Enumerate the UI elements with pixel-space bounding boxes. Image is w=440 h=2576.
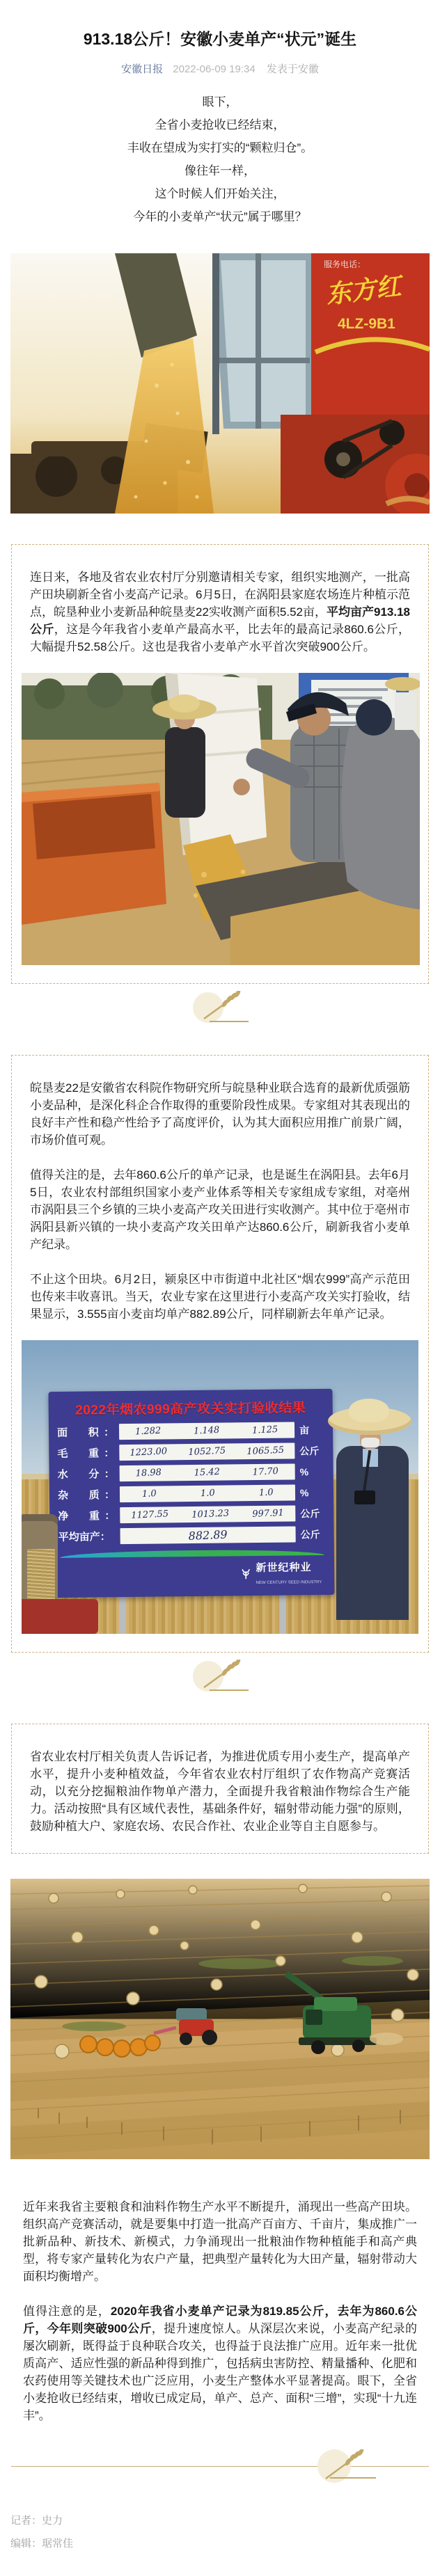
row-values — [119, 1443, 294, 1461]
board-row-net — [58, 1505, 325, 1524]
average-yield-value: 882.89 — [188, 1527, 228, 1543]
value: 17.70 — [252, 1466, 279, 1479]
paragraph-variety: 皖垦麦22是安徽省农科院作物研究所与皖垦种业联合选育的最新优质强筋小麦品种，是深化科企合作取得的重要阶段性成果。专家组对其表现出的良好丰产性和稳产性给予了高度评价，认为其大面积应用推广前景广阔，市场价值可观。 — [30, 1081, 410, 1147]
row-unit: 公斤 — [299, 1445, 320, 1457]
value: 1.0 — [200, 1488, 215, 1500]
row-unit: 公斤 — [300, 1528, 320, 1541]
value: 15.42 — [194, 1467, 221, 1479]
logo-en: NEW CENTURY SEED INDUSTRY — [256, 1580, 322, 1586]
photo-aerial-field[interactable] — [10, 1879, 430, 2159]
board-row-moisture — [58, 1463, 325, 1482]
row-values — [119, 1422, 294, 1440]
wheat-divider — [189, 991, 251, 1024]
photo-result-signboard[interactable] — [30, 1340, 410, 1634]
value: 1.125 — [252, 1424, 278, 1437]
row-values — [120, 1527, 296, 1545]
row-unit: % — [299, 1466, 309, 1478]
value: 1065.55 — [246, 1445, 285, 1458]
wheat-divider — [189, 1660, 251, 1693]
orange-hopper — [22, 783, 166, 925]
photo-grain-pouring-art — [22, 673, 420, 965]
board-title: 2022年烟农999高产攻关实打验收结果 — [75, 1401, 306, 1419]
machine-brand-label: 东方红 — [324, 271, 403, 310]
person-gray — [341, 699, 420, 909]
camera — [354, 1490, 375, 1504]
lead-stanza — [0, 90, 440, 228]
value: 1127.55 — [131, 1509, 169, 1522]
content-box-2 — [11, 1055, 429, 1653]
value: 18.98 — [135, 1468, 162, 1479]
value: 1.282 — [135, 1426, 162, 1438]
credits — [10, 2509, 440, 2576]
content-box-1 — [11, 544, 429, 984]
paragraph-record — [30, 569, 410, 655]
photo-combine-unloading-art — [10, 253, 430, 514]
wheat-stem-line — [330, 2477, 376, 2479]
tail-section — [23, 2198, 417, 2424]
result-board — [48, 1389, 334, 1598]
value: 1.0 — [141, 1488, 157, 1500]
cab — [212, 253, 311, 434]
byline — [0, 61, 440, 76]
row-values — [120, 1506, 295, 1524]
lead-line: 这个时候人们开始关注， — [155, 187, 285, 201]
bottom-divider — [11, 2449, 429, 2484]
straw-hat-dome — [349, 1399, 389, 1422]
p1-post: ，这是今年我省小麦单产最高水平，比去年的最高记录860.6公斤，大幅提升52.58公斤。这也是我省小麦单产水平首次突破900公斤。 — [30, 623, 411, 654]
wheat-icon — [189, 1660, 251, 1693]
p7-bold-records: 2020年我省小麦单产记录为819.85公斤，去年为860.6公斤，今年则突破900公斤 — [23, 2305, 417, 2336]
row-values — [120, 1464, 295, 1482]
photo-grain-pouring[interactable] — [22, 673, 418, 965]
signboard-scene — [22, 1340, 418, 1634]
value: 997.91 — [251, 1508, 285, 1520]
board-row-gross — [57, 1442, 324, 1461]
row-unit: 公斤 — [300, 1507, 320, 1520]
paragraph-lastyear: 值得关注的是，去年860.6公斤的单产记录，也是诞生在涡阳县。去年6月5日，农业农村部组织国家小麦产业体系等相关专家组成专家组，对亳州市涡阳县三个乡镇的三块小麦高产攻关田进行实收测产。其中位于亳州市涡阳县新兴镇的一块小麦高产攻关田单产达860.6公斤，刷新我省小麦单产纪录。 — [30, 1168, 410, 1252]
value: 1223.00 — [129, 1446, 168, 1459]
lead-line: 全省小麦抢收已经结束， — [155, 118, 285, 132]
row-unit: 亩 — [299, 1424, 310, 1436]
wheat-icon — [189, 991, 251, 1024]
lead-line: 眼下， — [202, 95, 238, 109]
row-label: 毛 重： — [57, 1447, 115, 1461]
seed-company-logo — [58, 1559, 326, 1589]
lead-line: 丰收在望成为实打实的“颗粒归仓”。 — [127, 141, 313, 155]
paragraph-records — [23, 2303, 417, 2424]
photo-aerial-field-art — [10, 1879, 430, 2159]
logo-cn: 新世纪种业 — [256, 1561, 312, 1575]
person-jacket — [336, 1446, 409, 1620]
photo-combine-unloading[interactable] — [10, 253, 430, 514]
p7-pre: 值得注意的是， — [23, 2305, 111, 2319]
board-row-average — [58, 1526, 326, 1545]
wheat-icon — [312, 2449, 375, 2484]
value: 1013.23 — [191, 1508, 230, 1521]
publish-region: 发表于安徽 — [266, 63, 319, 76]
board-swoosh — [60, 1549, 324, 1558]
source-link[interactable]: 安徽日报 — [121, 63, 164, 76]
machine-model-label: 4LZ-9B1 — [338, 316, 395, 333]
face-mask — [361, 1438, 379, 1447]
service-phone-label: 服务电话： — [324, 260, 366, 270]
lead-line: 像往年一样， — [184, 164, 256, 178]
board-leg — [279, 1592, 286, 1634]
editor-credit: 编辑：琚常佳 — [10, 2538, 74, 2550]
board-row-impurity — [58, 1484, 325, 1503]
p1-pre: 连日来，各地及省农业农村厅分别邀请相关专家，组织实地测产，一批高产田块刷新全省小麦高产记录。6月5日，在涡阳县家庭农场连片种植示范点，皖垦种业小麦新品种皖垦麦22实收测产面积5.52亩， — [30, 571, 410, 619]
publish-datetime: 2022-06-09 19:34 — [173, 63, 256, 76]
reporter-credit: 记者：史力 — [10, 2515, 63, 2527]
page-title: 913.18公斤！安徽小麦单产“状元”诞生 — [83, 30, 357, 49]
row-label: 面 积： — [56, 1426, 115, 1440]
value: 1052.75 — [188, 1445, 226, 1458]
lead-line: 今年的小麦单产“状元”属于哪里？ — [133, 210, 307, 224]
paragraph-competition: 省农业农村厅相关负责人告诉记者，为推进优质专用小麦生产，提高单产水平，提升小麦种植效益，今年省农业农村厅组织了农作物高产竞赛活动，以充分挖掘粮油作物单产潜力，全面提升我省粮油作物综合生产能力。活动按照“具有区域代表性，基础条件好，辐射带动能力强”的原则，鼓励种植大户、家庭农场、农民合作社、农业企业等自主自愿参与。 — [30, 1750, 410, 1834]
paragraph-yingquan: 不止这个田块。6月2日，颍泉区中市街道中北社区“烟农999”高产示范田也传来丰收喜讯。当天，农业专家在这里进行小麦高产攻关实打验收，结果显示，3.555亩小麦亩均单产882.89公斤，同样刷新去年单产记录。 — [30, 1273, 410, 1321]
seed-company-logo-icon — [240, 1568, 251, 1580]
content-box-3 — [11, 1724, 429, 1854]
person-straw-hat — [324, 1407, 416, 1634]
row-unit: % — [299, 1487, 309, 1499]
value: 1.0 — [258, 1487, 274, 1499]
row-label: 净 重： — [58, 1510, 116, 1523]
board-row-area — [57, 1422, 324, 1440]
row-values — [120, 1485, 295, 1503]
board-leg — [119, 1592, 126, 1634]
paragraph-improvement: 近年来我省主要粮食和油料作物生产水平不断提升，涌现出一些高产田块。组织高产竞赛活动，就是要集中打造一批高产百亩方、千亩片，集成推广一批新品种、新技术、新模式，力争涌现出一批粮油作物种植能手和高产典型，将专家产量转化为农户产量，把典型产量转化为大田产量，辐射带动大面积均衡增产。 — [23, 2200, 417, 2284]
red-cloth — [22, 1599, 98, 1634]
row-label: 杂 质： — [57, 1489, 116, 1502]
p7-post: ，提升速度惊人。从深层次来说，小麦高产纪录的屡次刷新，既得益于良种联合攻关，也得益于良法推广应用。近年来一批优质高产、适应性强的新品种得到推广，包括病虫害防控、精量播种、化肥和农药使用等关键技术也广泛应用，小麦生产整体水平显著提高。眼下，全省小麦抢收已经结束，增收已成定局，单产、总产、面积“三增”，实现“十九连丰”。 — [23, 2322, 417, 2423]
row-label: 平均亩产： — [58, 1531, 111, 1544]
row-label: 水 分： — [57, 1468, 115, 1481]
value: 1.148 — [194, 1425, 220, 1438]
p1-bold-yield: 平均亩产913.18公斤 — [30, 605, 410, 637]
